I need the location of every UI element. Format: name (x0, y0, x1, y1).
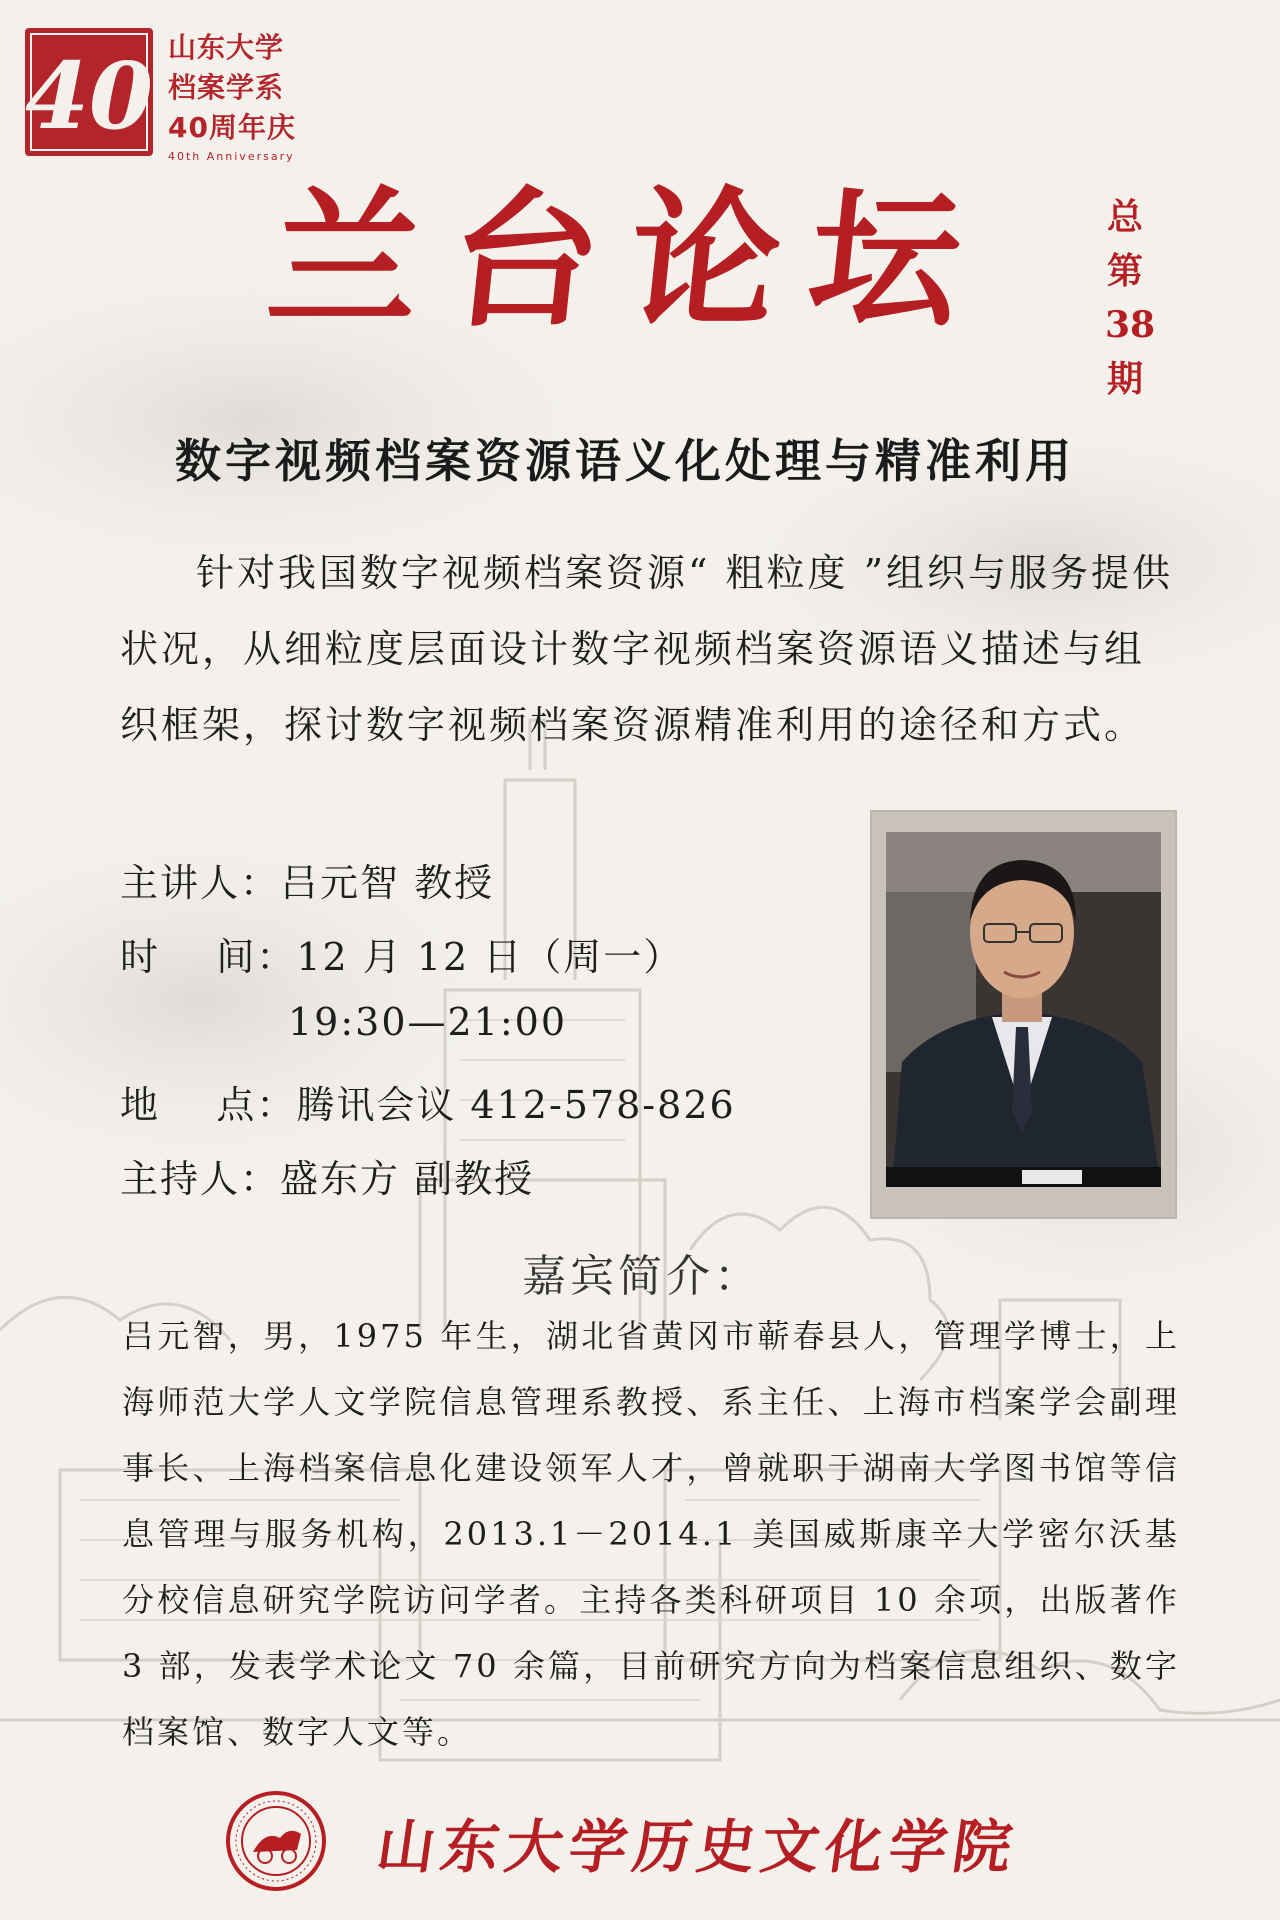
logo-number: 40 (25, 42, 153, 150)
speaker-label: 主讲人： (120, 861, 281, 905)
host-label: 主持人： (120, 1157, 281, 1201)
issue-char-total: 总 (1106, 196, 1143, 238)
logo-line-department: 档案学系 (168, 71, 285, 104)
place-row (120, 1074, 736, 1129)
time-label: 时 间： (120, 935, 297, 979)
school-name: 山东大学历史文化学院 (372, 1813, 1023, 1881)
time-row (120, 926, 683, 981)
guest-bio: 吕元智，男，1975 年生，湖北省黄冈市蕲春县人，管理学博士，上海师范大学人文学院信息管理系教授、系主任、上海市档案学会副理事长、上海档案信息化建设领军人才，曾就职于湖南大学图书馆等信息管理与服务机构，2013.1－2014.1 美国威斯康辛大学密尔沃基分校信息研究学院访问学者。主持各类科研项目 10 余项，出版著作 3 部，发表学术论文 70 余篇，目前研究方向为档案信息组织、数字档案馆、数字人文等。 (122, 1317, 1180, 1751)
host-row (120, 1148, 534, 1203)
host-value: 盛东方 副教授 (280, 1157, 535, 1201)
anniversary-seal-logo (25, 28, 153, 156)
issue-char-qi: 期 (1106, 358, 1143, 400)
lecture-title: 数字视频档案资源语义化处理与精准利用 (175, 434, 1075, 488)
forum-title: 兰台论坛 (260, 172, 1000, 348)
issue-char-di: 第 (1106, 250, 1143, 292)
speaker-row (120, 852, 494, 907)
logo-line-university: 山东大学 (168, 31, 285, 64)
speaker-photo (870, 810, 1177, 1219)
issue-number (1105, 190, 1156, 406)
time-value: 19:30—21:00 (288, 1000, 568, 1044)
lecture-abstract: 针对我国数字视频档案资源“ 粗粒度 ”组织与服务提供状况，从细粒度层面设计数字视频档案资源语义描述与组织框架，探讨数字视频档案资源精准利用的途径和方式。 (120, 551, 1174, 747)
speaker-value: 吕元智 教授 (280, 861, 495, 905)
place-value: 腾讯会议 412-578-826 (296, 1083, 736, 1127)
issue-char-number: 38 (1105, 304, 1156, 346)
place-label: 地 点： (120, 1083, 297, 1127)
time-value-row (288, 1000, 567, 1044)
school-seal-icon (225, 1790, 327, 1892)
logo-line-anniversary: 40周年庆 (168, 111, 296, 144)
date-value: 12 月 12 日（周一） (296, 935, 684, 979)
logo-english-subtitle: 40th Anniversary (168, 150, 295, 163)
guest-intro-heading: 嘉宾简介： (522, 1251, 762, 1302)
anniversary-logo-text (168, 28, 296, 163)
